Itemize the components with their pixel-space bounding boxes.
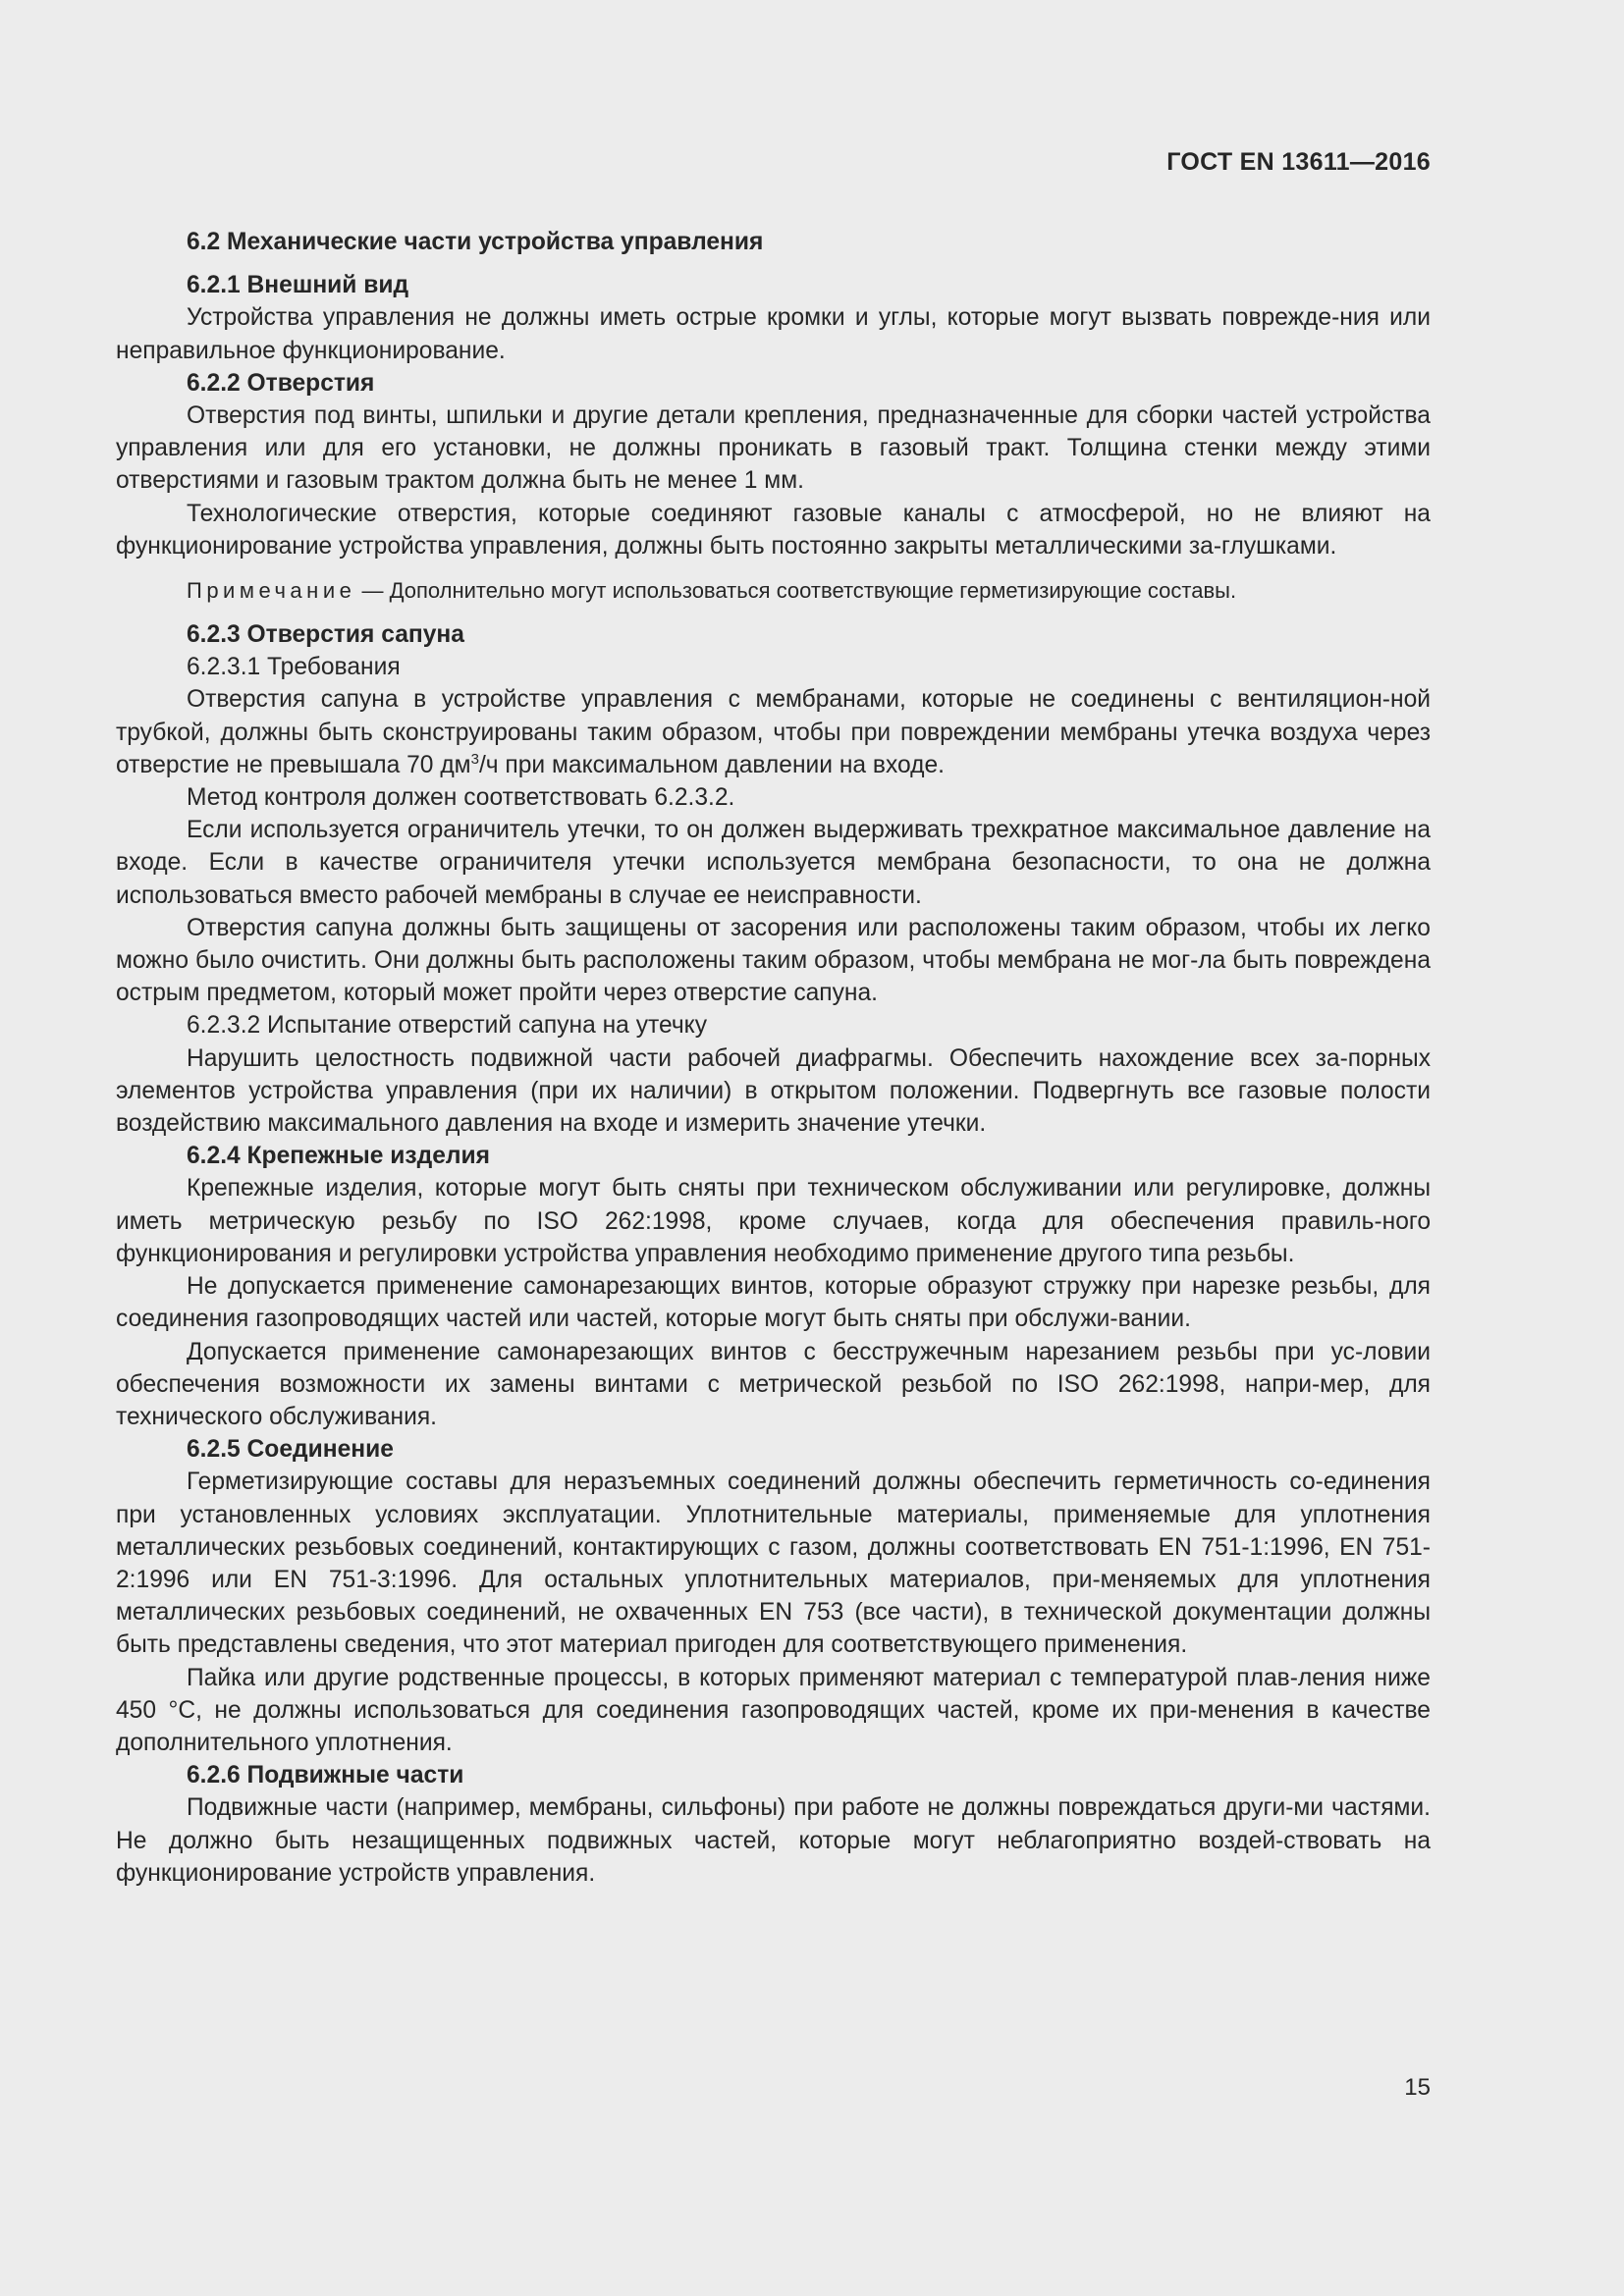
paragraph-6-2-4-1: Крепежные изделия, которые могут быть сняты при техническом обслуживании или регулировке, должны иметь метрическую резьбу по ISO 262:1998, кроме случаев, когда для обеспечения правиль-ного функционирования и регулировки устройства управления необходимо применение другого типа резьбы. [116,1175,1431,1267]
note-dash: — [355,578,390,604]
paragraph-6-2-3-3: Если используется ограничитель утечки, то он должен выдерживать трехкратное максимальное давление на входе. Если в качестве ограничителя утечки используется мембрана безопасности, то она не должна использоваться вместо рабочей мембраны в случае ее неисправности. [116,817,1431,909]
section-title-6-2-6: 6.2.6 Подвижные части [187,1762,464,1789]
note [116,576,1431,606]
paragraph-6-2-1-1: Устройства управления не должны иметь острые кромки и углы, которые могут вызвать поврежде-ния или неправильное функционирование. [116,304,1431,364]
superscript: 3 [470,750,479,768]
paragraph-6-2-3-4: Отверстия сапуна должны быть защищены от засорения или расположены таким образом, чтобы их легко можно было очистить. Они должны быть расположены таким образом, чтобы мембрана не мог-ла быть повреждена острым предметом, который может пройти через отверстие сапуна. [116,914,1431,1007]
section-title-6-2-4: 6.2.4 Крепежные изделия [187,1143,490,1170]
paragraph-6-2-3-1 [116,683,1431,781]
note-label: Примечание [187,578,356,604]
section-title-6-2: 6.2 Механические части устройства управления [187,229,764,255]
page-number: 15 [1404,2074,1431,2101]
section-title-6-2-2: 6.2.2 Отверстия [187,369,375,397]
paragraph-6-2-3-1-text-a: Отверстия сапуна в устройстве управления с мембранами, которые не соединены с вентиляцион-ной трубкой, должны быть сконструированы таким образом, чтобы при повреждении мембраны утечка воздуха через отверстие не превышала 70 дм [116,686,1431,778]
paragraph-6-2-3-1-text-b: /ч при максимальном давлении на входе. [478,751,946,778]
document-body [116,224,1431,1890]
section-title-6-2-1: 6.2.1 Внешний вид [187,272,409,299]
paragraph-6-2-5-2: Пайка или другие родственные процессы, в которых применяют материал с температурой плав-ления ниже 450 °С, не должны использоваться для соединения газопроводящих частей, кроме их при-менения в качестве дополнительного уплотнения. [116,1664,1431,1756]
section-title-6-2-3: 6.2.3 Отверстия сапуна [187,621,464,649]
paragraph-6-2-6-1: Подвижные части (например, мембраны, сильфоны) при работе не должны повреждаться други-ми частями. Не должно быть незащищенных подвижных частей, которые могут неблагоприятно воздей-ствовать на функционирование устройств управления. [116,1794,1431,1887]
section-title-6-2-5: 6.2.5 Соединение [187,1436,394,1464]
paragraph-6-2-2-2: Технологические отверстия, которые соединяют газовые каналы с атмосферой, но не влияют на функционирование устройства управления, должны быть постоянно закрыты металлическими за-глушками. [116,500,1431,560]
paragraph-6-2-3-2: Метод контроля должен соответствовать 6.2.3.2. [187,784,735,812]
paragraph-6-2-4-2: Не допускается применение самонарезающих винтов, которые образуют стружку при нарезке резьбы, для соединения газопроводящих частей или частей, которые могут быть сняты при обслужи-вании. [116,1273,1431,1333]
paragraph-6-2-2-1: Отверстия под винты, шпильки и другие детали крепления, предназначенные для сборки частей устройства управления или для его установки, не должны проникать в газовый тракт. Толщина стенки между этими отверстиями и газовым трактом должна быть не менее 1 мм. [116,402,1431,495]
paragraph-6-2-5-1: Герметизирующие составы для неразъемных соединений должны обеспечить герметичность со-единения при установленных условиях эксплуатации. Уплотнительные материалы, применяемые для уплотнения металлических резьбовых соединений, контактирующих с газом, должны соответствовать EN 751-1:1996, EN 751-2:1996 или EN 751-3:1996. Для остальных уплотнительных материалов, при-меняемых для уплотнения металлических резьбовых соединений, не охваченных EN 753 (все части), в технической документации должны быть представлены сведения, что этот материал пригоден для соответствующего применения. [116,1468,1431,1659]
section-title-6-2-3-2: 6.2.3.2 Испытание отверстий сапуна на утечку [187,1012,707,1040]
document-code-header: ГОСТ EN 13611—2016 [1166,148,1431,176]
paragraph-6-2-3-5: Нарушить целостность подвижной части рабочей диафрагмы. Обеспечить нахождение всех за-порных элементов устройства управления (при их наличии) в открытом положении. Подвергнуть все газовые полости воздействию максимального давления на входе и измерить значение утечки. [116,1044,1431,1138]
paragraph-6-2-4-3: Допускается применение самонарезающих винтов с бесстружечным нарезанием резьбы при ус-ловии обеспечения возможности их замены винтами с метрической резьбой по ISO 262:1998, напри-мер, для технического обслуживания. [116,1338,1431,1430]
section-title-6-2-3-1: 6.2.3.1 Требования [187,654,401,681]
note-text: Дополнительно могут использоваться соответствующие герметизирующие составы. [389,578,1237,604]
